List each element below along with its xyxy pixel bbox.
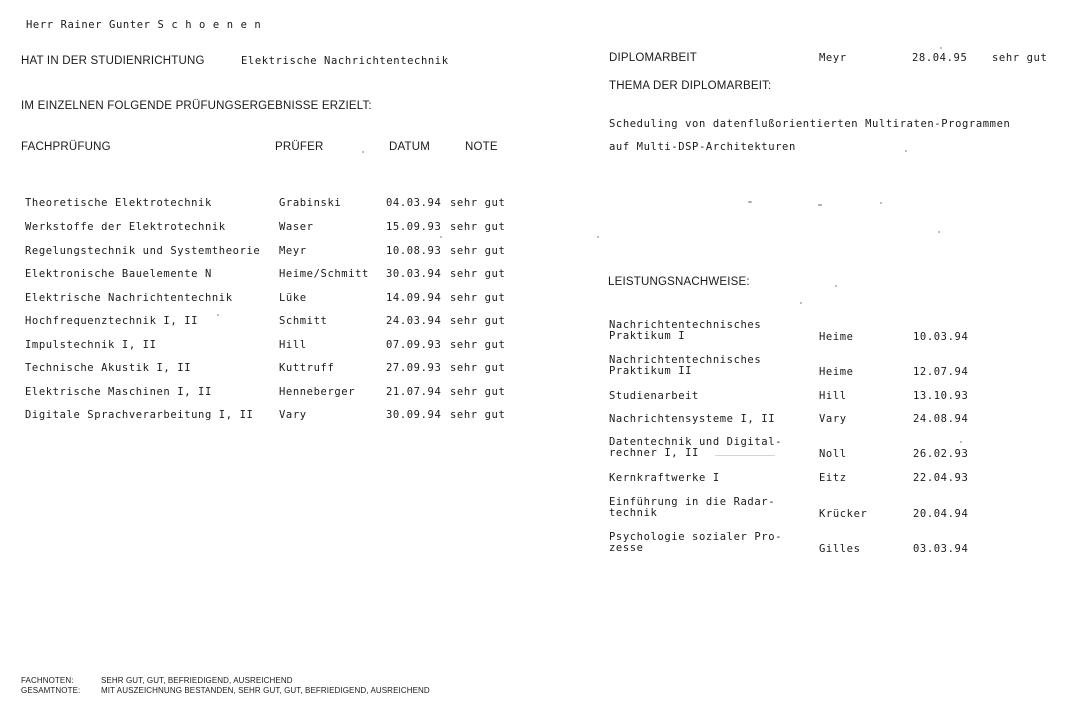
exam-datum: 21.07.94	[386, 386, 442, 398]
leistung-datum: 10.03.94	[913, 331, 969, 343]
col-header-datum: DATUM	[389, 141, 431, 153]
leistung-datum: 22.04.93	[913, 472, 969, 484]
leistung-fach-line: Nachrichtentechnisches	[609, 354, 762, 366]
leistung-pruefer: Hill	[819, 390, 847, 402]
exam-pruefer: Waser	[279, 221, 314, 233]
exam-pruefer: Lüke	[279, 292, 307, 304]
scan-speck	[800, 302, 802, 304]
scan-speck	[597, 236, 599, 238]
thema-label: THEMA DER DIPLOMARBEIT:	[609, 80, 772, 92]
scan-speck	[905, 150, 907, 152]
exam-fach: Elektronische Bauelemente N	[25, 268, 212, 280]
exam-datum: 30.09.94	[386, 409, 442, 421]
candidate-name: Herr Rainer Gunter S c h o e n e n	[26, 19, 262, 31]
scan-speck	[715, 455, 775, 456]
gesamtnote-value: MIT AUSZEICHNUNG BESTANDEN, SEHR GUT, GUT, BEFRIEDIGEND, AUSREICHEND	[101, 686, 430, 695]
exam-fach: Elektrische Nachrichtentechnik	[25, 292, 233, 304]
leistung-fach	[609, 320, 761, 342]
scan-speck	[818, 204, 822, 206]
scan-speck	[440, 236, 442, 238]
leistung-fach: Nachrichtensysteme I, II	[609, 413, 776, 425]
diplomarbeit-pruefer: Meyr	[819, 52, 847, 64]
exam-fach: Hochfrequenztechnik I, II	[25, 315, 199, 327]
leistung-pruefer: Noll	[819, 448, 847, 460]
leistung-fach-line: rechner I, II	[609, 447, 699, 459]
leistung-pruefer: Vary	[819, 413, 847, 425]
leistung-datum: 13.10.93	[913, 390, 969, 402]
leistung-fach-line: technik	[609, 507, 658, 519]
exam-note: sehr gut	[450, 362, 506, 374]
thema-line-2: auf Multi-DSP-Architekturen	[609, 141, 796, 153]
exam-datum: 10.08.93	[386, 245, 442, 257]
leistung-fach: Kernkraftwerke I	[609, 472, 720, 484]
leistung-fach-line: Psychologie sozialer Pro-	[609, 531, 783, 543]
exam-datum: 07.09.93	[386, 339, 442, 351]
exam-note: sehr gut	[450, 245, 506, 257]
col-header-note: NOTE	[465, 141, 498, 153]
scan-speck	[362, 151, 364, 153]
exam-datum: 24.03.94	[386, 315, 442, 327]
scan-speck	[217, 314, 219, 316]
diplomarbeit-note: sehr gut	[992, 52, 1048, 64]
leistung-fach	[609, 497, 775, 519]
intro-text: IM EINZELNEN FOLGENDE PRÜFUNGSERGEBNISSE ERZIELT:	[21, 100, 372, 112]
scan-speck	[880, 202, 882, 204]
leistung-pruefer: Gilles	[819, 543, 861, 555]
col-header-pruefer: PRÜFER	[275, 141, 324, 153]
scan-speck	[748, 201, 752, 203]
exam-fach: Impulstechnik I, II	[25, 339, 157, 351]
leistung-fach-line: Einführung in die Radar-	[609, 496, 776, 508]
exam-datum: 15.09.93	[386, 221, 442, 233]
fachnoten-label: FACHNOTEN:	[21, 676, 74, 685]
leistung-datum: 24.08.94	[913, 413, 969, 425]
leistung-fach-line: Praktikum II	[609, 365, 693, 377]
exam-fach: Werkstoffe der Elektrotechnik	[25, 221, 226, 233]
leistung-fach	[609, 532, 782, 554]
scan-speck	[835, 285, 837, 287]
exam-pruefer: Hill	[279, 339, 307, 351]
exam-datum: 27.09.93	[386, 362, 442, 374]
exam-fach: Technische Akustik I, II	[25, 362, 192, 374]
exam-note: sehr gut	[450, 292, 506, 304]
leistung-fach: Studienarbeit	[609, 390, 699, 402]
leistung-fach	[609, 355, 761, 377]
leistung-datum: 20.04.94	[913, 508, 969, 520]
leistung-pruefer: Heime	[819, 331, 854, 343]
leistung-pruefer: Krücker	[819, 508, 868, 520]
exam-pruefer: Grabinski	[279, 197, 342, 209]
leistung-pruefer: Eitz	[819, 472, 847, 484]
leistung-fach-line: Praktikum I	[609, 330, 686, 342]
gesamtnote-label: GESAMTNOTE:	[21, 686, 81, 695]
exam-note: sehr gut	[450, 221, 506, 233]
exam-note: sehr gut	[450, 315, 506, 327]
exam-note: sehr gut	[450, 409, 506, 421]
exam-pruefer: Henneberger	[279, 386, 356, 398]
exam-fach: Elektrische Maschinen I, II	[25, 386, 212, 398]
exam-pruefer: Vary	[279, 409, 307, 421]
exam-datum: 14.09.94	[386, 292, 442, 304]
exam-datum: 30.03.94	[386, 268, 442, 280]
exam-note: sehr gut	[450, 197, 506, 209]
exam-fach: Regelungstechnik und Systemtheorie	[25, 245, 261, 257]
studienrichtung-value: Elektrische Nachrichtentechnik	[241, 55, 449, 67]
exam-pruefer: Heime/Schmitt	[279, 268, 369, 280]
exam-datum: 04.03.94	[386, 197, 442, 209]
leistung-datum: 26.02.93	[913, 448, 969, 460]
leistungsnachweise-label: LEISTUNGSNACHWEISE:	[608, 276, 750, 288]
scan-speck	[938, 231, 940, 233]
leistung-fach-line: Datentechnik und Digital-	[609, 436, 783, 448]
exam-pruefer: Kuttruff	[279, 362, 335, 374]
thema-line-1: Scheduling von datenflußorientierten Multiraten-Programmen	[609, 118, 1011, 130]
exam-pruefer: Schmitt	[279, 315, 328, 327]
leistung-fach-line: Nachrichtentechnisches	[609, 319, 762, 331]
exam-note: sehr gut	[450, 386, 506, 398]
exam-fach: Theoretische Elektrotechnik	[25, 197, 212, 209]
leistung-datum: 12.07.94	[913, 366, 969, 378]
exam-fach: Digitale Sprachverarbeitung I, II	[25, 409, 254, 421]
leistung-fach-line: zesse	[609, 542, 644, 554]
scan-speck	[940, 47, 942, 49]
leistung-pruefer: Heime	[819, 366, 854, 378]
diplomarbeit-label: DIPLOMARBEIT	[609, 52, 698, 64]
studienrichtung-label: HAT IN DER STUDIENRICHTUNG	[21, 55, 205, 67]
leistung-datum: 03.03.94	[913, 543, 969, 555]
col-header-fach: FACHPRÜFUNG	[21, 141, 111, 153]
exam-note: sehr gut	[450, 268, 506, 280]
diplomarbeit-datum: 28.04.95	[912, 52, 968, 64]
scan-speck	[960, 441, 962, 443]
exam-note: sehr gut	[450, 339, 506, 351]
fachnoten-value: SEHR GUT, GUT, BEFRIEDIGEND, AUSREICHEND	[101, 676, 293, 685]
exam-pruefer: Meyr	[279, 245, 307, 257]
